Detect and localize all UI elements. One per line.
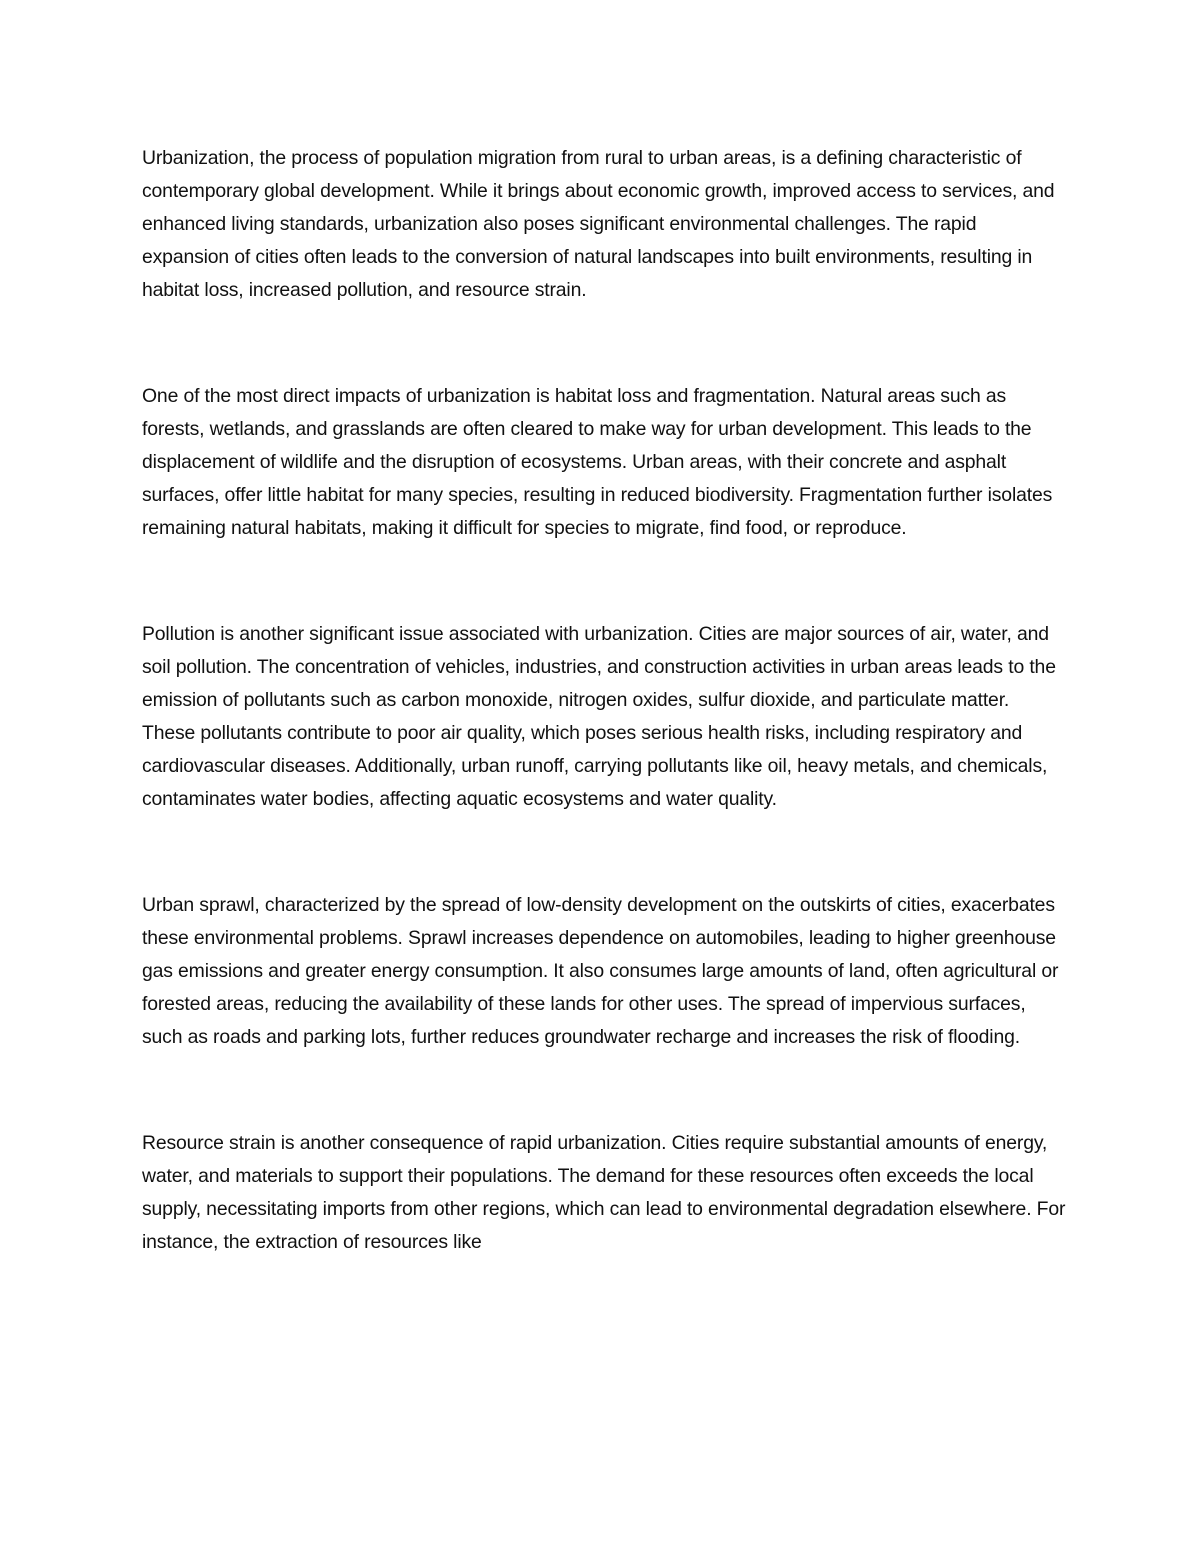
paragraph-resource-strain: Resource strain is another consequence of rapid urbanization. Cities require substantial amounts of energy, water, and materials to support their populations. The demand for these resources often exceeds the local supply, necessitating imports from other regions, which can lead to environmental degradation elsewhere. For instance, the extraction of resources like — [142, 1132, 1066, 1253]
paragraph-pollution: Pollution is another significant issue associated with urbanization. Cities are major sources of air, water, and soil pollution. The concentration of vehicles, industries, and construction activities in urban areas leads to the emission of pollutants such as carbon monoxide, nitrogen oxides, sulfur dioxide, and particulate matter. These pollutants contribute to poor air quality, which poses serious health risks, including respiratory and cardiovascular diseases. Additionally, urban runoff, carrying pollutants like oil, heavy metals, and chemicals, contaminates water bodies, affecting aquatic ecosystems and water quality. — [142, 623, 1056, 810]
paragraph-intro: Urbanization, the process of population migration from rural to urban areas, is a defining characteristic of contemporary global development. While it brings about economic growth, improved access to services, and enhanced living standards, urbanization also poses significant environmental challenges. The rapid expansion of cities often leads to the conversion of natural landscapes into built environments, resulting in habitat loss, increased pollution, and resource strain. — [142, 147, 1055, 301]
document-body — [142, 142, 1067, 1259]
paragraph-urban-sprawl: Urban sprawl, characterized by the spread of low-density development on the outskirts of cities, exacerbates these environmental problems. Sprawl increases dependence on automobiles, leading to higher greenhouse gas emissions and greater energy consumption. It also consumes large amounts of land, often agricultural or forested areas, reducing the availability of these lands for other uses. The spread of impervious surfaces, such as roads and parking lots, further reduces groundwater recharge and increases the risk of flooding. — [142, 894, 1059, 1048]
paragraph-habitat-loss: One of the most direct impacts of urbanization is habitat loss and fragmentation. Natural areas such as forests, wetlands, and grasslands are often cleared to make way for urban development. This leads to the displacement of wildlife and the disruption of ecosystems. Urban areas, with their concrete and asphalt surfaces, offer little habitat for many species, resulting in reduced biodiversity. Fragmentation further isolates remaining natural habitats, making it difficult for species to migrate, find food, or reproduce. — [142, 385, 1053, 539]
